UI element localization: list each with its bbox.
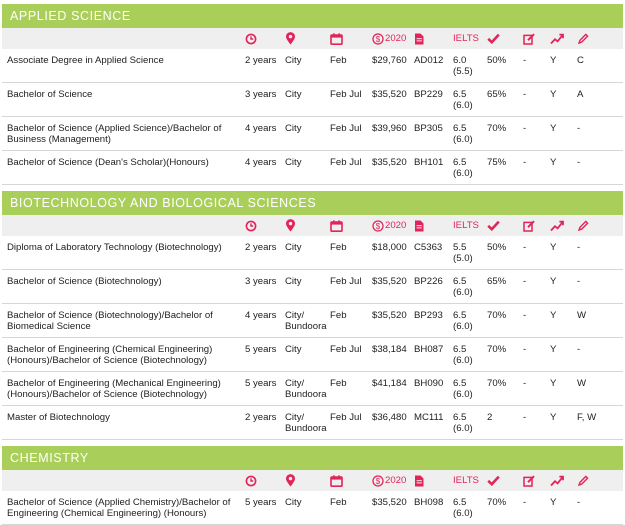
campus-cell: City bbox=[283, 270, 328, 304]
col-8-cell: Y bbox=[548, 270, 575, 304]
col-7-cell: - bbox=[521, 83, 548, 117]
entry-score-cell: 70% bbox=[485, 338, 521, 372]
program-name-cell: Bachelor of Science (Dean's Scholar)(Honours) bbox=[2, 151, 243, 185]
header-ielts-cell bbox=[451, 28, 485, 49]
pencil-icon bbox=[577, 33, 589, 45]
course-code-cell: C5363 bbox=[412, 236, 451, 270]
duration-cell: 3 years bbox=[243, 270, 283, 304]
header-ielts-cell bbox=[451, 470, 485, 491]
campus-cell: City bbox=[283, 338, 328, 372]
ielts-label: IELTS bbox=[453, 475, 479, 486]
clock-icon bbox=[245, 220, 257, 232]
col-9-cell: - bbox=[575, 236, 623, 270]
document-icon bbox=[414, 475, 424, 487]
col-7-cell: - bbox=[521, 117, 548, 151]
header-icon-cell bbox=[243, 215, 283, 236]
ielts-score-cell: 6.5 (6.0) bbox=[451, 270, 485, 304]
campus-cell: City/ Bundoora bbox=[283, 304, 328, 338]
table-header bbox=[2, 470, 623, 491]
fee-cell: $35,520 bbox=[370, 83, 412, 117]
checkmark-icon bbox=[487, 475, 500, 486]
table-row bbox=[2, 83, 623, 117]
header-row bbox=[2, 215, 623, 236]
clock-icon bbox=[245, 475, 257, 487]
table-row bbox=[2, 270, 623, 304]
col-8-cell: Y bbox=[548, 304, 575, 338]
col-7-cell: - bbox=[521, 406, 548, 440]
program-name-cell: Bachelor of Science (Biotechnology)/Bachelor of Biomedical Science bbox=[2, 304, 243, 338]
table-row bbox=[2, 117, 623, 151]
header-icon-cell bbox=[485, 215, 521, 236]
edit-icon bbox=[523, 220, 535, 232]
header-icon-cell bbox=[521, 215, 548, 236]
header-icon-cell bbox=[243, 28, 283, 49]
col-9-cell: W bbox=[575, 372, 623, 406]
calendar-icon bbox=[330, 475, 343, 487]
dollar-icon bbox=[372, 33, 384, 45]
dollar-icon bbox=[372, 220, 384, 232]
svg-text:$: $ bbox=[375, 34, 381, 44]
fee-year-label: 2020 bbox=[385, 475, 407, 486]
duration-cell: 2 years bbox=[243, 406, 283, 440]
intake-cell: Feb bbox=[328, 236, 370, 270]
campus-cell: City/ Bundoora bbox=[283, 406, 328, 440]
table-header bbox=[2, 215, 623, 236]
intake-cell: Feb Jul bbox=[328, 117, 370, 151]
program-name-cell: Bachelor of Engineering (Chemical Engineering) (Honours)/Bachelor of Science (Biotechnology) bbox=[2, 338, 243, 372]
section-title: CHEMISTRY bbox=[2, 446, 623, 470]
col-9-cell: - bbox=[575, 117, 623, 151]
duration-cell: 5 years bbox=[243, 338, 283, 372]
fee-cell: $41,184 bbox=[370, 372, 412, 406]
duration-cell: 4 years bbox=[243, 151, 283, 185]
col-9-cell: F, W bbox=[575, 406, 623, 440]
header-icon-cell bbox=[575, 470, 623, 491]
header-fee-cell bbox=[370, 215, 412, 236]
col-8-cell: Y bbox=[548, 406, 575, 440]
col-7-cell: - bbox=[521, 491, 548, 525]
intake-cell: Feb bbox=[328, 49, 370, 83]
course-table bbox=[2, 470, 623, 525]
fee-cell: $36,480 bbox=[370, 406, 412, 440]
document-icon bbox=[414, 33, 424, 45]
calendar-icon bbox=[330, 220, 343, 232]
col-8-cell: Y bbox=[548, 372, 575, 406]
course-code-cell: AD012 bbox=[412, 49, 451, 83]
program-name-cell: Bachelor of Science (Biotechnology) bbox=[2, 270, 243, 304]
course-code-cell: BP226 bbox=[412, 270, 451, 304]
entry-score-cell: 70% bbox=[485, 372, 521, 406]
ielts-score-cell: 6.5 (6.0) bbox=[451, 117, 485, 151]
trend-icon bbox=[550, 33, 564, 45]
section-biotechnology bbox=[2, 191, 623, 440]
campus-cell: City bbox=[283, 151, 328, 185]
pencil-icon bbox=[577, 475, 589, 487]
header-icon-cell bbox=[575, 28, 623, 49]
col-9-cell: - bbox=[575, 151, 623, 185]
header-icon-cell bbox=[243, 470, 283, 491]
entry-score-cell: 65% bbox=[485, 83, 521, 117]
course-code-cell: BH087 bbox=[412, 338, 451, 372]
col-9-cell: A bbox=[575, 83, 623, 117]
entry-score-cell: 70% bbox=[485, 304, 521, 338]
dollar-icon bbox=[372, 475, 384, 487]
col-7-cell: - bbox=[521, 151, 548, 185]
entry-score-cell: 70% bbox=[485, 491, 521, 525]
col-9-cell: C bbox=[575, 49, 623, 83]
course-table bbox=[2, 215, 623, 440]
header-icon-cell bbox=[521, 470, 548, 491]
trend-icon bbox=[550, 220, 564, 232]
edit-icon bbox=[523, 475, 535, 487]
program-name-cell: Bachelor of Science (Applied Science)/Bachelor of Business (Management) bbox=[2, 117, 243, 151]
table-row bbox=[2, 372, 623, 406]
col-8-cell: Y bbox=[548, 49, 575, 83]
table-row bbox=[2, 406, 623, 440]
fee-cell: $38,184 bbox=[370, 338, 412, 372]
section-chemistry bbox=[2, 446, 623, 525]
col-8-cell: Y bbox=[548, 338, 575, 372]
duration-cell: 5 years bbox=[243, 491, 283, 525]
col-7-cell: - bbox=[521, 270, 548, 304]
program-name-cell: Bachelor of Science bbox=[2, 83, 243, 117]
campus-cell: City bbox=[283, 117, 328, 151]
ielts-score-cell: 6.5 (6.0) bbox=[451, 406, 485, 440]
header-program-cell bbox=[2, 215, 243, 236]
header-fee-cell bbox=[370, 470, 412, 491]
course-code-cell: BH098 bbox=[412, 491, 451, 525]
header-icon-cell bbox=[328, 215, 370, 236]
program-name-cell: Diploma of Laboratory Technology (Biotechnology) bbox=[2, 236, 243, 270]
header-icon-cell bbox=[575, 215, 623, 236]
section-title: APPLIED SCIENCE bbox=[2, 4, 623, 28]
col-9-cell: - bbox=[575, 270, 623, 304]
fee-cell: $35,520 bbox=[370, 270, 412, 304]
header-icon-cell bbox=[548, 470, 575, 491]
col-7-cell: - bbox=[521, 304, 548, 338]
pencil-icon bbox=[577, 220, 589, 232]
trend-icon bbox=[550, 475, 564, 487]
intake-cell: Feb Jul bbox=[328, 270, 370, 304]
ielts-score-cell: 6.5 (6.0) bbox=[451, 491, 485, 525]
fee-cell: $35,520 bbox=[370, 151, 412, 185]
svg-text:$: $ bbox=[375, 221, 381, 231]
col-8-cell: Y bbox=[548, 236, 575, 270]
ielts-score-cell: 6.5 (6.0) bbox=[451, 304, 485, 338]
campus-cell: City bbox=[283, 491, 328, 525]
col-7-cell: - bbox=[521, 338, 548, 372]
campus-cell: City bbox=[283, 236, 328, 270]
fee-cell: $35,520 bbox=[370, 304, 412, 338]
header-fee-cell bbox=[370, 28, 412, 49]
col-8-cell: Y bbox=[548, 117, 575, 151]
header-icon-cell bbox=[412, 470, 451, 491]
ielts-label: IELTS bbox=[453, 33, 479, 44]
header-icon-cell bbox=[485, 470, 521, 491]
table-body bbox=[2, 491, 623, 525]
intake-cell: Feb Jul bbox=[328, 406, 370, 440]
header-icon-cell bbox=[548, 28, 575, 49]
header-program-cell bbox=[2, 470, 243, 491]
table-row bbox=[2, 151, 623, 185]
table-row bbox=[2, 49, 623, 83]
header-icon-cell bbox=[521, 28, 548, 49]
header-icon-cell bbox=[328, 28, 370, 49]
header-ielts-cell bbox=[451, 215, 485, 236]
campus-cell: City bbox=[283, 83, 328, 117]
duration-cell: 4 years bbox=[243, 117, 283, 151]
duration-cell: 5 years bbox=[243, 372, 283, 406]
col-8-cell: Y bbox=[548, 491, 575, 525]
entry-score-cell: 65% bbox=[485, 270, 521, 304]
fee-cell: $18,000 bbox=[370, 236, 412, 270]
table-row bbox=[2, 338, 623, 372]
ielts-score-cell: 6.5 (6.0) bbox=[451, 83, 485, 117]
fee-cell: $39,960 bbox=[370, 117, 412, 151]
col-7-cell: - bbox=[521, 372, 548, 406]
svg-text:$: $ bbox=[375, 476, 381, 486]
header-icon-cell bbox=[283, 215, 328, 236]
entry-score-cell: 75% bbox=[485, 151, 521, 185]
intake-cell: Feb bbox=[328, 372, 370, 406]
clock-icon bbox=[245, 33, 257, 45]
col-9-cell: - bbox=[575, 338, 623, 372]
ielts-label: IELTS bbox=[453, 220, 479, 231]
header-row bbox=[2, 28, 623, 49]
ielts-score-cell: 5.5 (5.0) bbox=[451, 236, 485, 270]
header-icon-cell bbox=[548, 215, 575, 236]
fee-year-label: 2020 bbox=[385, 33, 407, 44]
campus-cell: City bbox=[283, 49, 328, 83]
campus-cell: City/ Bundoora bbox=[283, 372, 328, 406]
ielts-score-cell: 6.5 (6.0) bbox=[451, 372, 485, 406]
header-icon-cell bbox=[283, 470, 328, 491]
intake-cell: Feb bbox=[328, 304, 370, 338]
header-icon-cell bbox=[328, 470, 370, 491]
col-7-cell: - bbox=[521, 49, 548, 83]
ielts-score-cell: 6.5 (6.0) bbox=[451, 151, 485, 185]
course-code-cell: BH101 bbox=[412, 151, 451, 185]
table-row bbox=[2, 236, 623, 270]
location-pin-icon bbox=[285, 219, 296, 232]
col-9-cell: - bbox=[575, 491, 623, 525]
table-body bbox=[2, 236, 623, 440]
header-icon-cell bbox=[485, 28, 521, 49]
entry-score-cell: 50% bbox=[485, 236, 521, 270]
calendar-icon bbox=[330, 33, 343, 45]
header-icon-cell bbox=[412, 28, 451, 49]
location-pin-icon bbox=[285, 474, 296, 487]
table-row bbox=[2, 304, 623, 338]
col-9-cell: W bbox=[575, 304, 623, 338]
header-icon-cell bbox=[412, 215, 451, 236]
header-icon-cell bbox=[283, 28, 328, 49]
course-code-cell: BH090 bbox=[412, 372, 451, 406]
ielts-score-cell: 6.5 (6.0) bbox=[451, 338, 485, 372]
intake-cell: Feb Jul bbox=[328, 151, 370, 185]
program-name-cell: Associate Degree in Applied Science bbox=[2, 49, 243, 83]
header-program-cell bbox=[2, 28, 243, 49]
col-8-cell: Y bbox=[548, 83, 575, 117]
course-code-cell: BP293 bbox=[412, 304, 451, 338]
intake-cell: Feb bbox=[328, 491, 370, 525]
location-pin-icon bbox=[285, 32, 296, 45]
intake-cell: Feb Jul bbox=[328, 83, 370, 117]
col-7-cell: - bbox=[521, 236, 548, 270]
checkmark-icon bbox=[487, 33, 500, 44]
fee-year-label: 2020 bbox=[385, 220, 407, 231]
fee-cell: $29,760 bbox=[370, 49, 412, 83]
edit-icon bbox=[523, 33, 535, 45]
entry-score-cell: 70% bbox=[485, 117, 521, 151]
duration-cell: 4 years bbox=[243, 304, 283, 338]
duration-cell: 2 years bbox=[243, 49, 283, 83]
course-table bbox=[2, 28, 623, 185]
entry-score-cell: 50% bbox=[485, 49, 521, 83]
program-name-cell: Bachelor of Science (Applied Chemistry)/Bachelor of Engineering (Chemical Engineering) (Honours) bbox=[2, 491, 243, 525]
duration-cell: 3 years bbox=[243, 83, 283, 117]
col-8-cell: Y bbox=[548, 151, 575, 185]
table-body bbox=[2, 49, 623, 185]
course-code-cell: MC111 bbox=[412, 406, 451, 440]
document-icon bbox=[414, 220, 424, 232]
table-row bbox=[2, 491, 623, 525]
program-name-cell: Master of Biotechnology bbox=[2, 406, 243, 440]
header-row bbox=[2, 470, 623, 491]
program-name-cell: Bachelor of Engineering (Mechanical Engineering) (Honours)/Bachelor of Science (Biotechnology) bbox=[2, 372, 243, 406]
course-code-cell: BP305 bbox=[412, 117, 451, 151]
fee-cell: $35,520 bbox=[370, 491, 412, 525]
ielts-score-cell: 6.0 (5.5) bbox=[451, 49, 485, 83]
checkmark-icon bbox=[487, 220, 500, 231]
entry-score-cell: 2 bbox=[485, 406, 521, 440]
duration-cell: 2 years bbox=[243, 236, 283, 270]
table-header bbox=[2, 28, 623, 49]
section-applied-science bbox=[2, 4, 623, 185]
intake-cell: Feb Jul bbox=[328, 338, 370, 372]
course-code-cell: BP229 bbox=[412, 83, 451, 117]
section-title: BIOTECHNOLOGY AND BIOLOGICAL SCIENCES bbox=[2, 191, 623, 215]
